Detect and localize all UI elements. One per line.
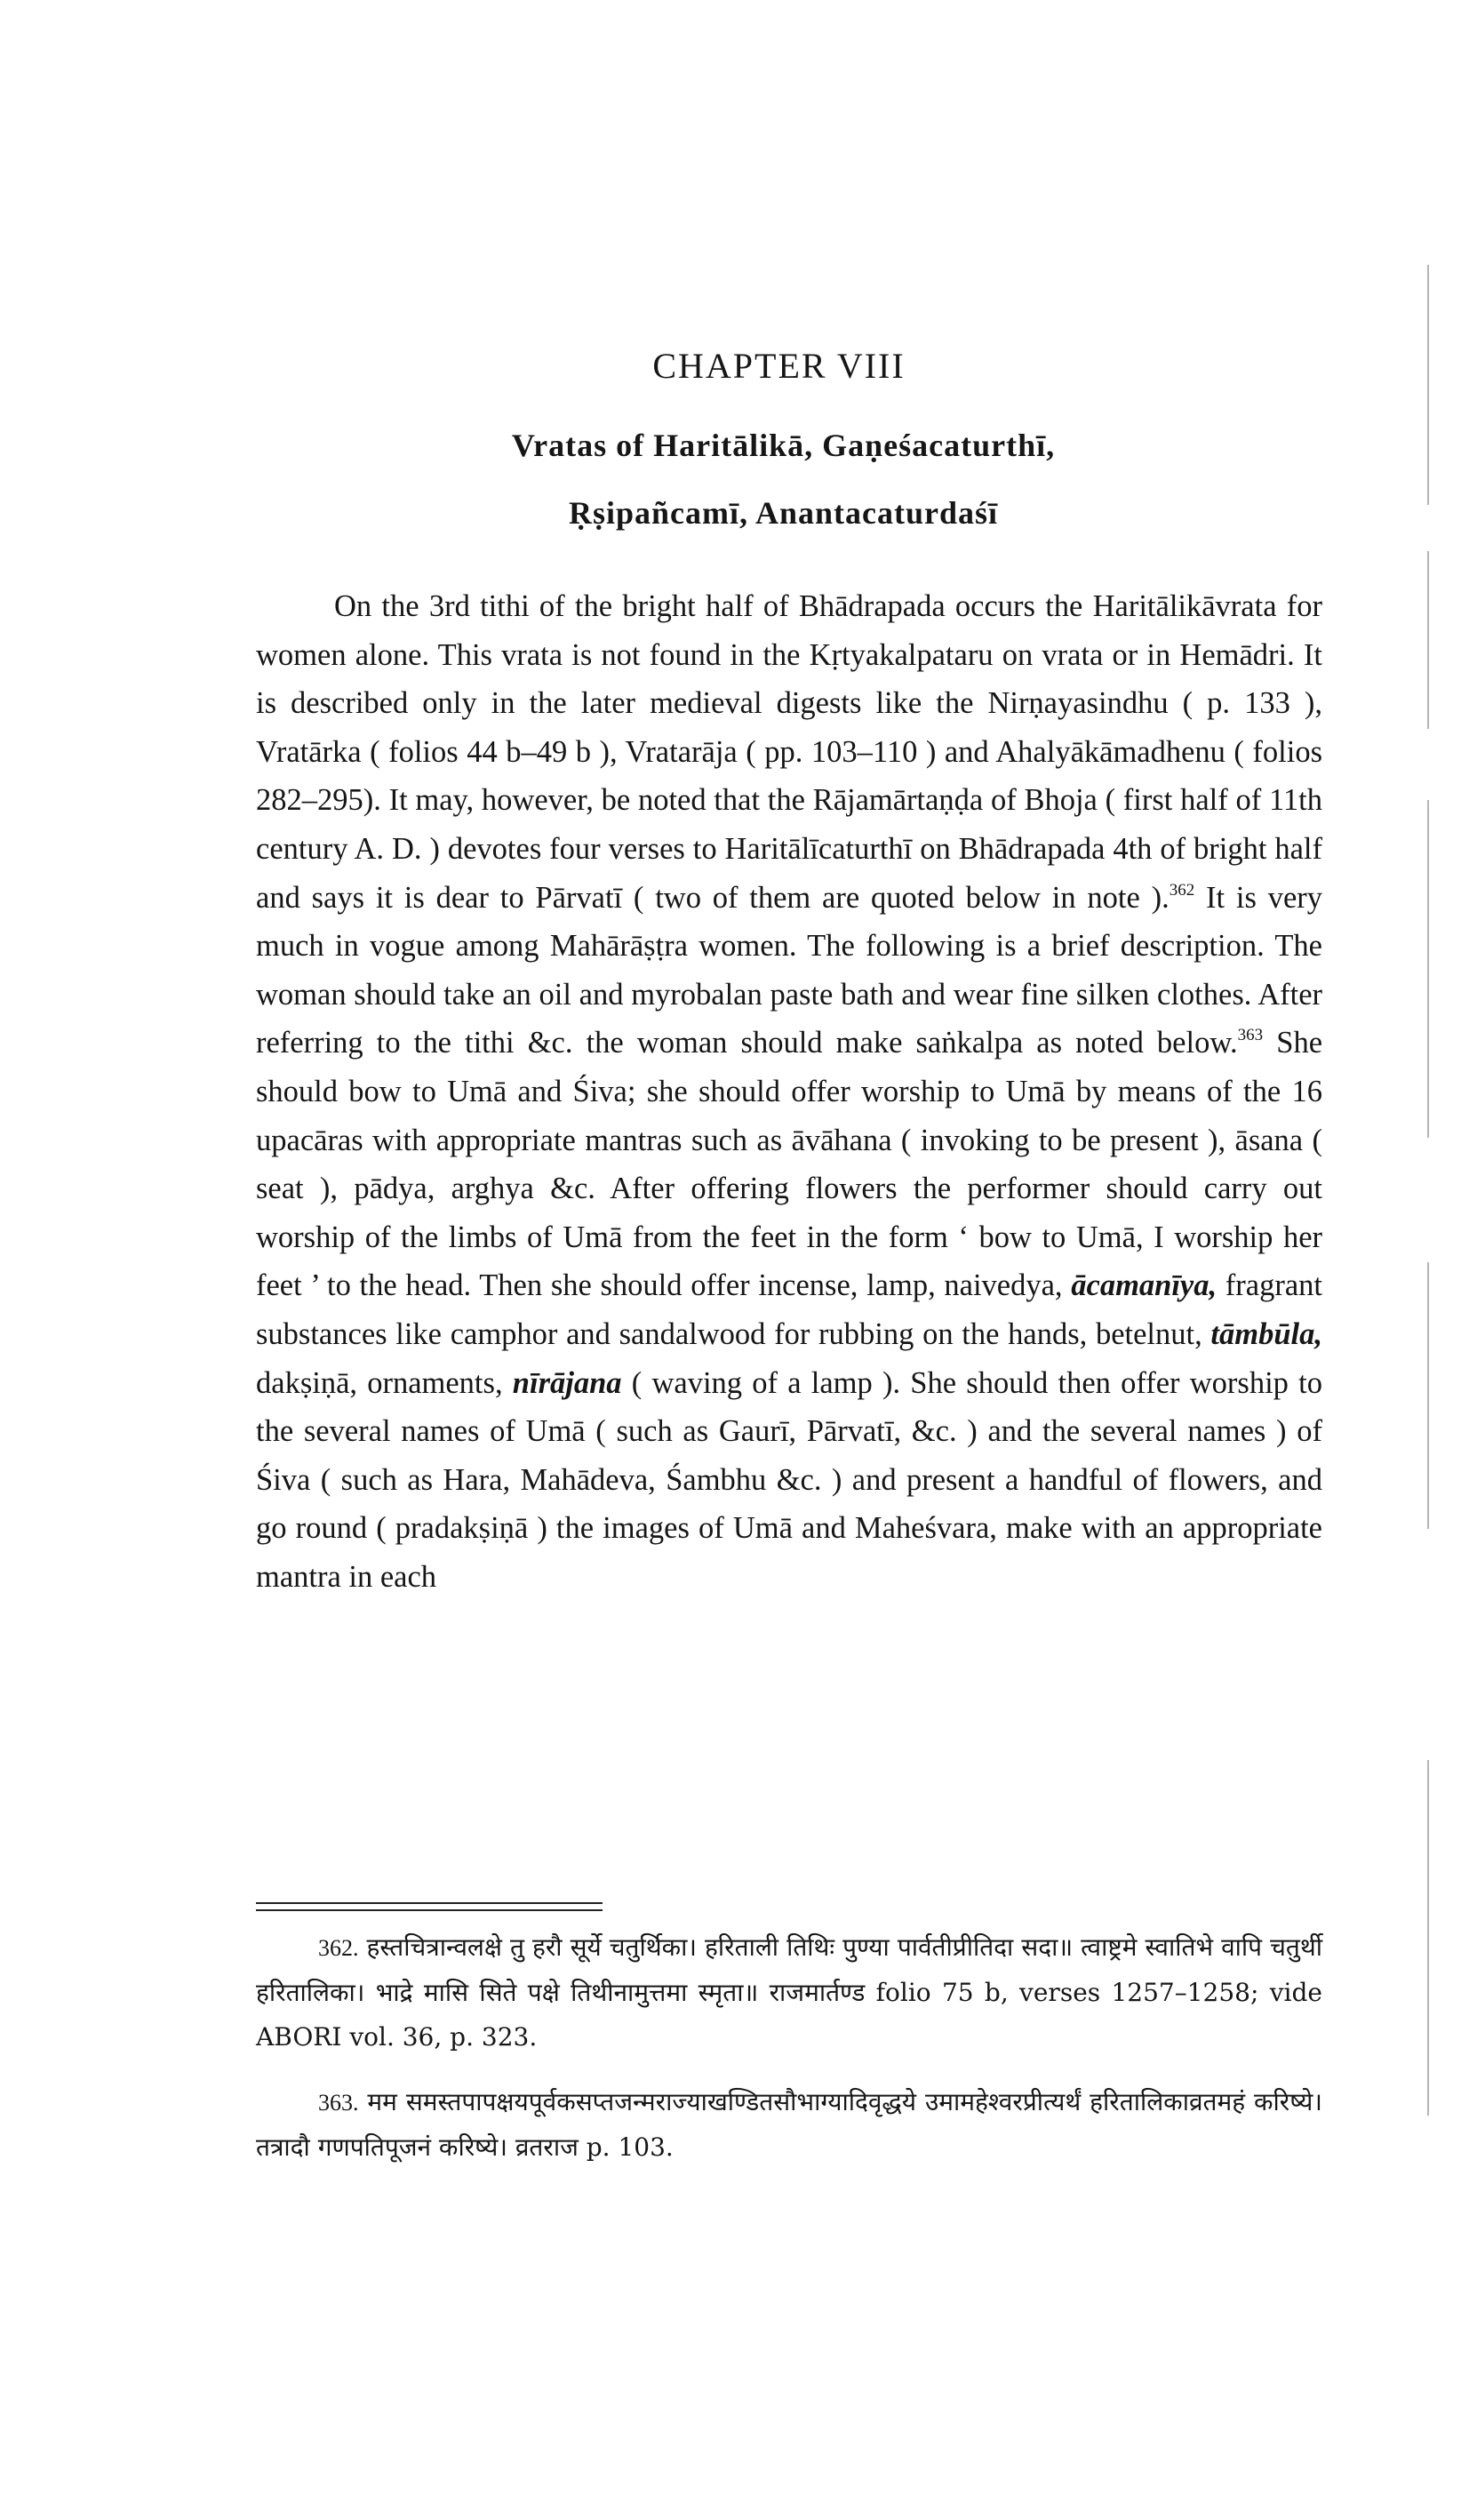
term-nirajana: nīrājana bbox=[512, 1365, 622, 1400]
scan-margin-line bbox=[1427, 551, 1429, 729]
scan-margin-line bbox=[1427, 800, 1429, 1138]
body-text-part: dakṣiṇā, ornaments, bbox=[256, 1365, 513, 1400]
footnote-divider bbox=[256, 1902, 603, 1911]
footnote-number: 362. bbox=[318, 1935, 359, 1961]
footnote-362 bbox=[256, 1925, 1322, 2060]
footnote-text: हस्तचित्रान्वलक्षे तु हरौ सूर्ये चतुर्थिका। हरिताली तिथिः पुण्या पार्वतीप्रीतिदा सदा॥ त्वाष्ट्रमे स्वातिभे वापि चतुर्थी हरितालिका। भाद्रे मासि सिते पक्षे तिथीनामुत्तमा स्मृता॥ राजमार्तण्ड folio 75 b, verses 1257–1258; vide ABORI vol. 36, p. 323. bbox=[256, 1932, 1322, 2052]
body-paragraph bbox=[256, 582, 1322, 1601]
body-text-part: She should bow to Umā and Śiva; she should offer worship to Umā by means of the 16 upacāras with appropriate mantras such as āvāhana ( invoking to be present ), āsana ( seat ), pādya, arghya &c. After offering flowers the performer should carry out worship of the limbs of Umā from the feet in the form ‘ bow to Umā, I worship her feet ’ to the head. Then she should offer incense, lamp, naivedya, bbox=[256, 1026, 1323, 1303]
body-text-part: On the 3rd tithi of the bright half of Bhādrapada occurs the Haritālikāvrata for women alone. This vrata is not found in the Kṛtyakalpataru on vrata or in Hemādri. It is described only in the later medieval digests like the Nirṇayasindhu ( p. 133 ), Vratārka ( folios 44 b–49 b ), Vratarāja ( pp. 103–110 ) and Ahalyākāmadhenu ( folios 282–295). It may, however, be noted that the Rājamārtaṇḍa of Bhoja ( first half of 11th century A. D. ) devotes four verses to Haritālīcaturthī on Bhādrapada 4th of bright half and says it is dear to Pārvatī ( two of them are quoted below in note ). bbox=[256, 589, 1322, 915]
footnote-ref-363[interactable]: 363 bbox=[1237, 1026, 1264, 1045]
chapter-heading: CHAPTER VIII bbox=[652, 346, 906, 386]
term-acamaniya: ācamanīya, bbox=[1071, 1268, 1218, 1303]
footnote-number: 363. bbox=[318, 2090, 359, 2116]
footnote-363 bbox=[256, 2080, 1322, 2170]
footnote-text: मम समस्तपापक्षयपूर्वकसप्तजन्मराज्याखण्डितसौभाग्यादिवृद्धये उमामहेश्वरप्रीत्यर्थं हरितालिकाव्रतमहं करिष्ये। तत्रादौ गणपतिपूजनं करिष्ये। व्रतराज p. 103. bbox=[256, 2087, 1322, 2162]
body-text-part: fragrant substances like camphor and sandalwood for rubbing on the hands, betelnut, bbox=[256, 1268, 1322, 1351]
chapter-title-line-1: Vratas of Haritālikā, Gaṇeśacaturthī, bbox=[511, 428, 1056, 463]
chapter-title-line-2: Ṛṣipañcamī, Anantacaturdaśī bbox=[568, 495, 999, 531]
body-text-part: ( waving of a lamp ). She should then offer worship to the several names of Umā ( such as Gaurī, Pārvatī, &c. ) and the several names ) of Śiva ( such as Hara, Mahādeva, Śambhu &c. ) and present a handful of flowers, and go round ( pradakṣiṇā ) the images of Umā and Maheśvara, make with an appropriate mantra in each bbox=[256, 1365, 1322, 1594]
scan-margin-line bbox=[1427, 1760, 1429, 2116]
term-tambula: tāmbūla, bbox=[1210, 1316, 1322, 1351]
body-text-part: It is very much in vogue among Mahārāṣṭra women. The following is a brief description. The woman should take an oil and myrobalan paste bath and wear fine silken clothes. After referring to the tithi &c. the woman should make saṅkalpa as noted below. bbox=[256, 880, 1322, 1060]
scan-margin-line bbox=[1427, 1262, 1429, 1529]
footnote-ref-362[interactable]: 362 bbox=[1169, 880, 1195, 900]
